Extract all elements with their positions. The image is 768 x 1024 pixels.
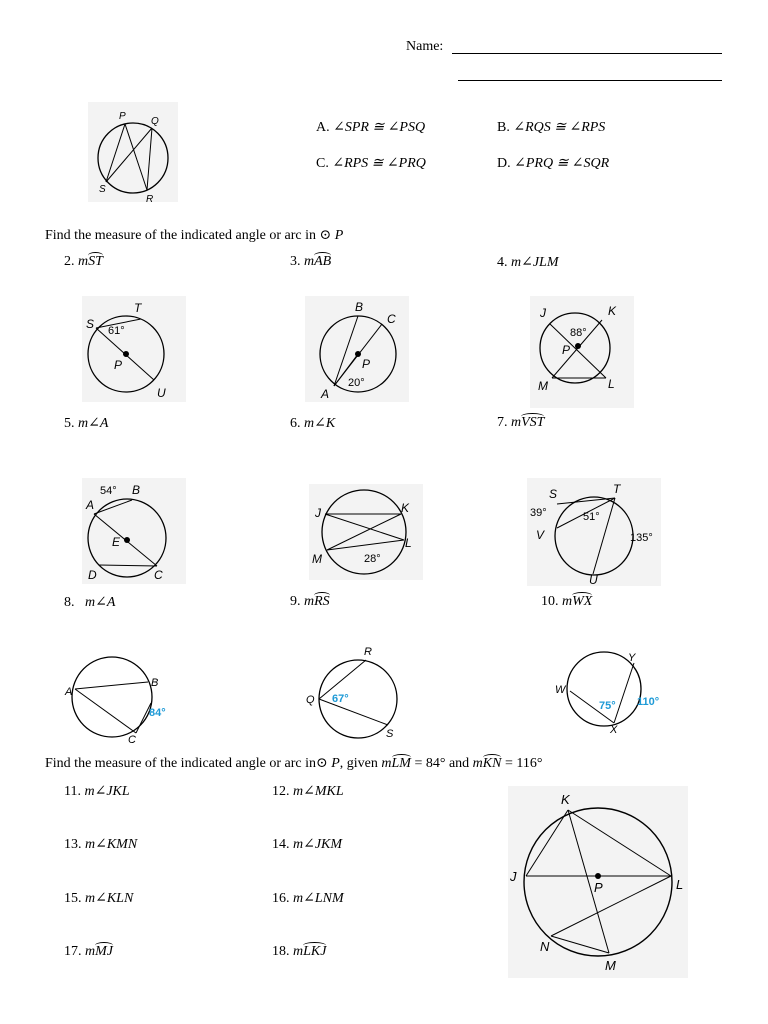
q1-label-s: S [99,184,106,195]
problem-9: 9. mRS [290,594,330,609]
svg-text:L: L [676,877,684,892]
svg-text:P: P [362,357,371,371]
svg-text:A: A [321,387,330,401]
figure-8 [63,651,179,747]
choice-c[interactable]: C. ∠RPS ≅ ∠PRQ [316,156,426,171]
problem-10: 10. mWX [541,594,593,609]
figure-6 [309,484,423,580]
svg-text:C: C [154,568,163,582]
arc-accent [88,252,103,259]
problem-5: 5. m∠A [64,416,109,431]
svg-text:B: B [151,677,159,689]
figure-3 [305,296,409,402]
problem-12: 12. m∠MKL [272,784,344,799]
svg-text:K: K [608,304,617,318]
svg-text:28°: 28° [364,553,381,565]
section1-instruction: Find the measure of the indicated angle or arc in ⊙ P [45,228,344,243]
svg-text:61°: 61° [108,325,125,337]
svg-text:B: B [132,483,141,497]
svg-text:S: S [86,317,95,331]
figure-10 [552,647,672,737]
svg-text:M: M [538,379,548,393]
svg-text:E: E [112,535,121,549]
choice-b[interactable]: B. ∠RQS ≅ ∠RPS [497,120,606,135]
arc-accent [521,413,544,420]
svg-text:U: U [589,573,598,587]
problem-16: 16. m∠LNM [272,891,344,906]
svg-text:C: C [128,734,136,746]
problem-14: 14. m∠JKM [272,837,343,852]
svg-text:39°: 39° [530,507,547,519]
figure-7 [527,478,661,586]
figure-9 [306,645,406,743]
svg-text:135°: 135° [630,532,653,544]
problem-11: 11. m∠JKL [64,784,130,799]
svg-text:B: B [355,300,364,314]
svg-text:110°: 110° [637,696,660,708]
svg-text:K: K [561,792,570,807]
svg-text:X: X [610,724,618,736]
figure-5 [82,478,186,584]
svg-text:51°: 51° [583,511,600,523]
name-line-1[interactable] [452,53,722,54]
svg-text:Q: Q [306,694,315,706]
name-line-2[interactable] [458,80,722,81]
svg-text:L: L [405,536,412,550]
svg-text:67°: 67° [332,693,349,705]
svg-text:K: K [401,501,410,515]
arc-accent [392,754,411,761]
svg-text:A: A [65,686,73,698]
arc-accent [303,942,326,949]
problem-3: 3. mAB [290,254,332,269]
svg-text:84°: 84° [149,707,166,719]
arc-accent [572,592,592,599]
arc-accent [314,592,330,599]
q1-figure [88,102,178,205]
problem-7: 7. mVST [497,415,545,430]
q1-label-p: P [119,111,126,122]
problem-13: 13. m∠KMN [64,837,138,852]
arc-accent [483,754,502,761]
figure-4 [530,296,634,408]
svg-text:M: M [605,958,616,973]
q1-label-q: Q [151,116,159,127]
svg-text:J: J [315,506,321,520]
svg-text:L: L [608,377,615,391]
problem-17: 17. mMJ [64,944,114,959]
svg-text:Y: Y [628,652,636,664]
choice-a[interactable]: A. ∠SPR ≅ ∠PSQ [316,120,426,135]
choice-d[interactable]: D. ∠PRQ ≅ ∠SQR [497,156,610,171]
svg-text:P: P [562,343,571,357]
svg-text:R: R [364,646,372,658]
big-figure [508,786,688,978]
svg-text:U: U [157,386,166,400]
svg-text:54°: 54° [100,485,117,497]
svg-text:T: T [134,301,142,315]
problem-6: 6. m∠K [290,416,336,431]
svg-text:J: J [510,869,517,884]
svg-text:N: N [540,939,550,954]
problem-15: 15. m∠KLN [64,891,134,906]
svg-text:88°: 88° [570,327,587,339]
problem-2: 2. mST [64,254,103,269]
svg-text:C: C [387,312,396,326]
svg-text:A: A [86,498,95,512]
svg-text:S: S [549,487,558,501]
svg-text:W: W [555,684,566,696]
arc-accent [314,252,331,259]
figure-2 [82,296,186,402]
problem-4: 4. m∠JLM [497,255,559,270]
svg-text:P: P [114,358,123,372]
arc-accent [95,942,113,949]
svg-text:P: P [594,880,603,895]
svg-text:75°: 75° [599,700,616,712]
svg-text:V: V [536,528,545,542]
name-label: Name: [406,39,444,54]
svg-text:T: T [613,482,621,496]
svg-text:S: S [386,728,394,740]
problem-8: 8. m∠A [64,595,116,610]
svg-text:M: M [312,552,322,566]
svg-text:20°: 20° [348,377,365,389]
q1-label-r: R [146,194,154,205]
svg-text:D: D [88,568,97,582]
section2-instruction: Find the measure of the indicated angle or arc in⊙ P, given mLM = 84° and mKN = 116° [45,756,543,771]
problem-18: 18. mLKJ [272,944,327,959]
svg-text:J: J [540,306,546,320]
